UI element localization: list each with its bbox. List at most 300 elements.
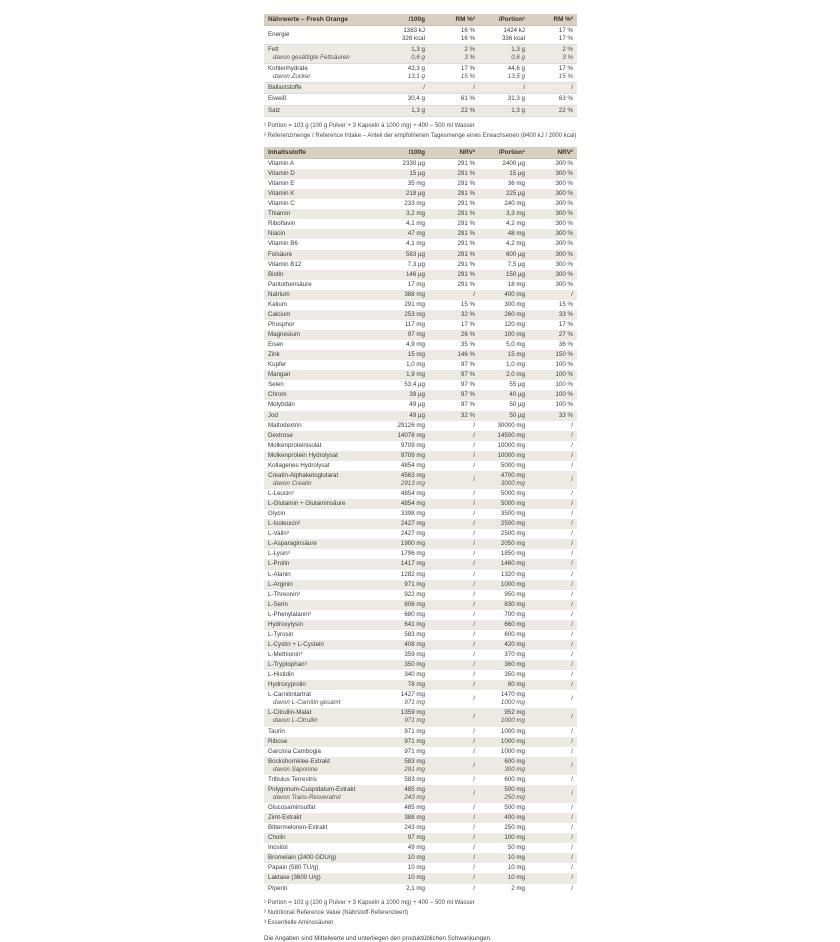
row-label: Polygonum-Cuspidatum-Extrakt davon Trans-Resveratrol [268, 785, 356, 801]
value-nrv-100g: 291 % [457, 180, 475, 188]
row-label: Glucosaminsulfat [268, 804, 316, 811]
row-label: Cholin [268, 834, 286, 842]
table-row [264, 708, 577, 726]
row-label: Laktase (3600 U/g) [268, 874, 321, 882]
value-per-portion: 1,3 g [511, 106, 525, 114]
table-row [264, 250, 577, 260]
table-row [264, 320, 577, 330]
value-nrv-100g: / [473, 620, 475, 628]
value-per-100g: 10 mg [407, 854, 425, 862]
value-per-100g: 49 µg [409, 411, 425, 419]
row-sublabel: davon L-Citrullin [273, 717, 318, 725]
value-nrv-portion: / [571, 610, 573, 618]
value-per-100g: 10 mg [407, 874, 425, 882]
row-label: Bockshornklee-Extrakt davon Saponine [268, 757, 330, 773]
value-per-portion: 50 µg [509, 401, 525, 409]
table-row [264, 620, 577, 630]
value-per-portion: 5,0 mg [506, 341, 525, 349]
column-header-nrv-100g: NRV² [459, 148, 475, 156]
value-per-portion: 15 mg [507, 351, 525, 359]
value-per-100g: 243 mg [404, 824, 425, 832]
value-nrv-portion: / [571, 570, 573, 578]
value-nrv-portion: / [571, 600, 573, 608]
table-row [264, 461, 577, 471]
row-label: L-Phenylalanin³ [268, 610, 311, 618]
table-row [264, 106, 577, 117]
value-nrv-portion: 150 % [555, 351, 573, 359]
value-per-100g: 4854 mg [400, 461, 425, 469]
value-per-100g: 408 mg [404, 640, 425, 648]
row-label: L-Valin³ [268, 530, 289, 538]
value-per-100g: 2427 mg [400, 530, 425, 538]
value-per-portion: 2500 mg [500, 530, 525, 538]
table-row [264, 610, 577, 620]
value-per-100g: 1,3 g 0,6 g [411, 46, 425, 62]
footnotes-nutrition [264, 121, 577, 141]
table-row [264, 803, 577, 813]
column-header-rm-portion: RM %² [553, 15, 573, 23]
value-nrv-100g: 291 % [457, 159, 475, 167]
ingredients-table [264, 147, 577, 894]
row-label: Molkenprotein Hydrolysat [268, 451, 338, 459]
value-nrv-portion: 100 % [555, 371, 573, 379]
value-nrv-portion: 300 % [555, 220, 573, 228]
value-nrv-portion: 100 % [555, 401, 573, 409]
value-per-100g: 9709 mg [400, 441, 425, 449]
value-nrv-100g: / [473, 844, 475, 852]
row-sublabel: davon L-Carnitin gesamt [273, 699, 341, 707]
value-per-100g: 1,3 g [411, 106, 425, 114]
value-nrv-100g: / [473, 570, 475, 578]
value-nrv-100g: 17 % 15 % [460, 65, 475, 81]
row-label: Energie [268, 31, 290, 39]
value-per-portion: 600 mg [504, 775, 525, 783]
value-per-100g: 15 mg [407, 351, 425, 359]
value-per-100g: 388 mg [404, 814, 425, 822]
table-row [264, 159, 577, 169]
value-per-portion: 50 mg [507, 844, 525, 852]
row-label: L-Carnitintartrat davon L-Carnitin gesamt [268, 691, 341, 707]
table-row [264, 169, 577, 179]
value-nrv-100g: 291 % [457, 170, 475, 177]
value-per-100g: 2,1 mg [406, 884, 425, 892]
row-label: Vitamin A [268, 159, 295, 167]
value-nrv-100g: / [473, 651, 475, 658]
value-nrv-portion: / [571, 775, 573, 783]
value-nrv-100g: / [473, 84, 475, 92]
value-per-100g: 1383 kJ 326 kcal [401, 27, 425, 43]
value-nrv-100g: / [473, 824, 475, 832]
value-per-100g: 7,3 µg [407, 260, 425, 268]
value-per-portion: 10 mg [507, 874, 525, 882]
row-label: Vitamin K [268, 190, 295, 198]
table-row [264, 737, 577, 747]
value-per-portion: 660 mg [504, 620, 525, 628]
value-nrv-100g: 97 % [460, 361, 475, 369]
value-per-100g: 10 mg [407, 864, 425, 872]
row-label: Eisen [268, 341, 284, 349]
value-per-portion: 420 mg [504, 640, 525, 648]
value-per-100g: 15 µg [409, 170, 425, 177]
row-label: Creatin-Alphaketoglutarat davon Creatin [268, 471, 339, 487]
table-row [264, 199, 577, 209]
row-label: Kollagenes Hydrolysat [268, 461, 330, 469]
value-per-100g: 359 mg [404, 651, 425, 658]
row-sublabel: davon Trans-Resveratrol [273, 793, 341, 801]
value-nrv-100g: / [473, 610, 475, 618]
value-nrv-portion: 300 % [555, 159, 573, 167]
value-per-100g: 30,4 g [407, 95, 425, 103]
value-per-100g: 4854 mg [400, 500, 425, 508]
row-label: L-Lysin³ [268, 550, 290, 558]
value-nrv-100g: / [473, 540, 475, 548]
value-nrv-portion: 27 % [558, 331, 573, 338]
value-per-100g: 39 µg [409, 391, 425, 399]
table-row [264, 757, 577, 775]
table-row [264, 539, 577, 549]
value-per-100g: 17 mg [407, 280, 425, 288]
row-label: L-Tryptophan³ [268, 661, 307, 669]
disclaimer-text: Die Angaben sind Mittelwerte und unterliegen den produktüblichen Schwankungen. [264, 935, 492, 942]
value-per-portion: 10000 mg [497, 451, 525, 459]
value-nrv-100g: / [473, 761, 475, 769]
value-per-portion: 48 mg [507, 230, 525, 238]
row-sublabel: davon gesättigte Fettsäuren [273, 54, 350, 62]
row-sublabel: davon Saponine [273, 765, 318, 773]
column-header-nrv-portion: NRV² [557, 148, 573, 156]
value-per-100g: 971 mg [404, 580, 425, 588]
row-label: Hydroxylysin [268, 620, 304, 628]
value-per-portion: 225 µg [505, 190, 525, 198]
table-row [264, 441, 577, 451]
value-nrv-100g: 291 % [457, 210, 475, 218]
value-per-portion: 36 mg [507, 180, 525, 188]
table-row [264, 863, 577, 873]
table-row [264, 471, 577, 489]
value-per-100g: 78 mg [407, 681, 425, 689]
row-label: Chrom [268, 391, 287, 399]
table-row [264, 411, 577, 421]
value-per-100g: 583 mg 291 mg [404, 757, 425, 773]
value-nrv-100g: / [473, 864, 475, 872]
value-per-100g: 233 mg [404, 200, 425, 208]
value-per-100g: 971 mg [404, 747, 425, 755]
table-row [264, 431, 577, 441]
value-nrv-portion: / [571, 84, 573, 92]
table-row [264, 873, 577, 883]
value-per-portion: 600 mg 300 mg [504, 757, 525, 773]
table-row [264, 580, 577, 590]
value-nrv-100g: 26 % [460, 331, 475, 338]
row-label: Thiamin [268, 210, 291, 218]
table-row [264, 310, 577, 320]
table-row [264, 290, 577, 300]
value-per-portion: 5000 mg [500, 500, 525, 508]
value-nrv-100g: 291 % [457, 230, 475, 238]
value-nrv-100g: 291 % [457, 240, 475, 248]
row-label: Molybdän [268, 401, 295, 409]
value-nrv-100g: / [473, 475, 475, 483]
row-label: Niacin [268, 230, 286, 238]
row-label: Bromelain (2400 GDU/g) [268, 854, 337, 862]
row-label: L-Histidin [268, 671, 294, 679]
row-label: Biotin [268, 270, 284, 278]
value-per-100g: 1359 mg 971 mg [400, 709, 425, 725]
nutrition-table-header [264, 14, 577, 26]
value-nrv-100g: 291 % [457, 190, 475, 198]
value-nrv-portion: / [571, 814, 573, 822]
value-per-100g: 53,4 µg [404, 381, 425, 389]
value-per-100g: 49 µg [409, 401, 425, 409]
table-row [264, 549, 577, 559]
table-row [264, 83, 577, 94]
value-per-portion: 100 mg [504, 331, 525, 338]
value-nrv-portion: / [571, 580, 573, 588]
table-row [264, 229, 577, 239]
value-nrv-100g: 291 % [457, 270, 475, 278]
value-nrv-portion: / [571, 651, 573, 658]
row-label: Magnesium [268, 331, 300, 338]
value-per-portion: 400 mg [504, 290, 525, 298]
table-row [264, 630, 577, 640]
value-nrv-portion: / [571, 884, 573, 892]
value-per-portion: 55 µg [509, 381, 525, 389]
row-label: Bittermelonen-Extrakt [268, 824, 328, 832]
value-nrv-100g: / [473, 661, 475, 669]
value-nrv-portion: 300 % [555, 180, 573, 188]
row-sublabel: davon Creatin [273, 479, 312, 487]
table-row [264, 509, 577, 519]
value-per-portion: 14500 mg [497, 431, 525, 439]
value-nrv-100g: 17 % [460, 320, 475, 328]
value-per-portion: 3,3 mg [506, 210, 525, 218]
value-nrv-100g: / [473, 461, 475, 469]
value-per-portion: 7,5 µg [507, 260, 525, 268]
value-per-portion: 1,3 g 0,6 g [511, 46, 525, 62]
value-nrv-portion: / [571, 560, 573, 568]
value-per-portion: 31,3 g [507, 95, 525, 103]
value-per-portion: 1424 kJ 336 kcal [501, 27, 525, 43]
value-per-100g: 641 mg [404, 620, 425, 628]
table-title: Inhaltsstoffe [268, 148, 306, 156]
table-row [264, 300, 577, 310]
value-per-portion: 1000 mg [500, 580, 525, 588]
value-per-100g: 1,0 mg [406, 361, 425, 369]
value-per-100g: 680 mg [404, 610, 425, 618]
table-row [264, 26, 577, 45]
value-nrv-100g: / [473, 713, 475, 721]
value-per-portion: 120 mg [504, 320, 525, 328]
value-nrv-100g: 32 % [460, 411, 475, 419]
table-row [264, 519, 577, 529]
value-per-portion: 100 mg [504, 834, 525, 842]
row-label: Vitamin B6 [268, 240, 298, 248]
value-per-portion: 400 mg [504, 814, 525, 822]
value-nrv-100g: / [473, 590, 475, 598]
value-per-100g: 47 mg [407, 230, 425, 238]
row-label: Selen [268, 381, 284, 389]
value-per-portion: 18 mg [507, 280, 525, 288]
table-row [264, 670, 577, 680]
table-row [264, 529, 577, 539]
value-nrv-portion: / [571, 761, 573, 769]
row-label: Piperin [268, 884, 288, 892]
value-nrv-portion: 300 % [555, 190, 573, 198]
value-per-portion: 80 mg [507, 681, 525, 689]
row-label: L-Prolin [268, 560, 290, 568]
value-per-portion: / [523, 84, 525, 92]
footnote-reference-intake: ² Referenzmenge / Reference Intake – Anteil der empfohlenen Tagesmenge eines Erwachsenen (8400 kJ / 2000 kcal) [264, 132, 577, 139]
value-nrv-portion: / [571, 864, 573, 872]
table-row [264, 843, 577, 853]
value-per-100g: 4,9 mg [406, 341, 425, 349]
value-per-100g: 1417 mg [400, 560, 425, 568]
value-per-100g: 291 mg [404, 300, 425, 308]
value-nrv-portion: / [571, 510, 573, 518]
value-nrv-portion: 300 % [555, 230, 573, 238]
row-label: Folsäure [268, 250, 293, 258]
value-per-100g: 2330 µg [402, 159, 425, 167]
value-nrv-100g: / [473, 510, 475, 518]
footnote-nrv: ² Nutritional Reference Value (Nährstoff-Referenzwert) [264, 909, 409, 916]
value-nrv-portion: / [571, 620, 573, 628]
value-nrv-portion: / [571, 451, 573, 459]
value-nrv-portion: 300 % [555, 280, 573, 288]
table-row [264, 650, 577, 660]
value-per-100g: 1,9 mg [406, 371, 425, 379]
table-row [264, 499, 577, 509]
value-nrv-100g: / [473, 500, 475, 508]
value-per-100g: 3398 mg [400, 510, 425, 518]
table-title: Nährwerte – Fresh Orange [268, 15, 348, 23]
value-nrv-100g: 15 % [460, 300, 475, 308]
value-per-100g: 485 mg 243 mg [404, 785, 425, 801]
value-nrv-100g: 32 % [460, 310, 475, 318]
value-nrv-portion: 22 % [558, 106, 573, 114]
row-label: Pantothensäure [268, 280, 312, 288]
value-nrv-portion: 17 % 15 % [558, 65, 573, 81]
table-row [264, 270, 577, 280]
value-nrv-portion: / [571, 490, 573, 497]
value-per-100g: 97 mg [407, 331, 425, 338]
row-label: L-Alanin [268, 570, 291, 578]
row-label: Kohlenhydrate davon Zucker [268, 65, 311, 81]
value-per-portion: 1,0 mg [506, 361, 525, 369]
value-nrv-portion: / [571, 661, 573, 669]
value-nrv-portion: / [571, 671, 573, 679]
value-per-100g: 253 mg [404, 310, 425, 318]
value-per-100g: 1796 mg [400, 550, 425, 558]
row-label: L-Glutamin + Glutaminsäure [268, 500, 346, 508]
value-per-portion: 5000 mg [500, 461, 525, 469]
value-per-portion: 15 µg [509, 170, 525, 177]
footnotes-ingredients [264, 898, 577, 929]
table-row [264, 727, 577, 737]
value-per-portion: 1000 mg [500, 737, 525, 745]
value-per-100g: 35 mg [407, 180, 425, 188]
table-row [264, 640, 577, 650]
value-per-100g: 14078 mg [397, 431, 425, 439]
value-nrv-100g: / [473, 290, 475, 298]
row-label: Kupfer [268, 361, 287, 369]
row-label: L-Cystin + L-Cystein [268, 640, 324, 648]
value-nrv-portion: 300 % [555, 270, 573, 278]
value-nrv-portion: / [571, 441, 573, 449]
table-row [264, 239, 577, 249]
value-per-100g: 4,1 mg [406, 220, 425, 228]
table-row [264, 94, 577, 105]
table-row [264, 400, 577, 410]
row-label: Vitamin C [268, 200, 295, 208]
value-per-portion: 2500 mg [500, 520, 525, 528]
value-nrv-100g: / [473, 695, 475, 703]
value-nrv-100g: / [473, 737, 475, 745]
column-header-portion: /Portion¹ [498, 148, 525, 156]
value-nrv-100g: / [473, 530, 475, 538]
table-row [264, 590, 577, 600]
value-nrv-portion: / [571, 630, 573, 638]
row-label: L-Threonin³ [268, 590, 300, 598]
value-per-100g: 3,2 mg [406, 210, 425, 218]
column-header-rm-100g: RM %² [455, 15, 475, 23]
value-per-100g: 9709 mg [400, 451, 425, 459]
value-nrv-100g: / [473, 789, 475, 797]
table-row [264, 489, 577, 499]
table-row [264, 179, 577, 189]
table-row [264, 45, 577, 64]
row-label: Vitamin D [268, 170, 295, 177]
value-nrv-100g: / [473, 814, 475, 822]
value-nrv-100g: / [473, 834, 475, 842]
row-label: Vitamin E [268, 180, 295, 188]
value-nrv-portion: 300 % [555, 200, 573, 208]
value-per-100g: 485 mg [404, 804, 425, 811]
value-per-portion: 10 mg [507, 854, 525, 862]
value-nrv-100g: / [473, 681, 475, 689]
value-nrv-portion: / [571, 590, 573, 598]
table-row [264, 690, 577, 708]
value-per-100g: 971 mg [404, 737, 425, 745]
table-row [264, 189, 577, 199]
value-nrv-portion: / [571, 421, 573, 429]
row-label: Eiweiß [268, 95, 287, 103]
value-nrv-100g: / [473, 747, 475, 755]
value-per-portion: 260 mg [504, 310, 525, 318]
value-nrv-portion: 63 % [558, 95, 573, 103]
table-row [264, 360, 577, 370]
value-per-portion: 5000 mg [500, 490, 525, 497]
value-per-100g: 49 mg [407, 844, 425, 852]
value-nrv-100g: / [473, 421, 475, 429]
value-nrv-portion: 300 % [555, 260, 573, 268]
value-nrv-100g: / [473, 727, 475, 735]
table-row [264, 421, 577, 431]
value-nrv-100g: 97 % [460, 371, 475, 379]
value-per-portion: 700 mg [504, 610, 525, 618]
table-row [264, 390, 577, 400]
value-per-100g: 2427 mg [400, 520, 425, 528]
value-per-portion: 1000 mg [500, 727, 525, 735]
table-row [264, 680, 577, 690]
table-row [264, 209, 577, 219]
row-label: Kalium [268, 300, 287, 308]
row-label: Salz [268, 106, 281, 114]
value-nrv-100g: / [473, 520, 475, 528]
value-per-100g: 4,1 mg [406, 240, 425, 248]
value-per-100g: 388 mg [404, 290, 425, 298]
value-nrv-portion: 33 % [558, 411, 573, 419]
value-per-portion: 2,0 mg [506, 371, 525, 379]
